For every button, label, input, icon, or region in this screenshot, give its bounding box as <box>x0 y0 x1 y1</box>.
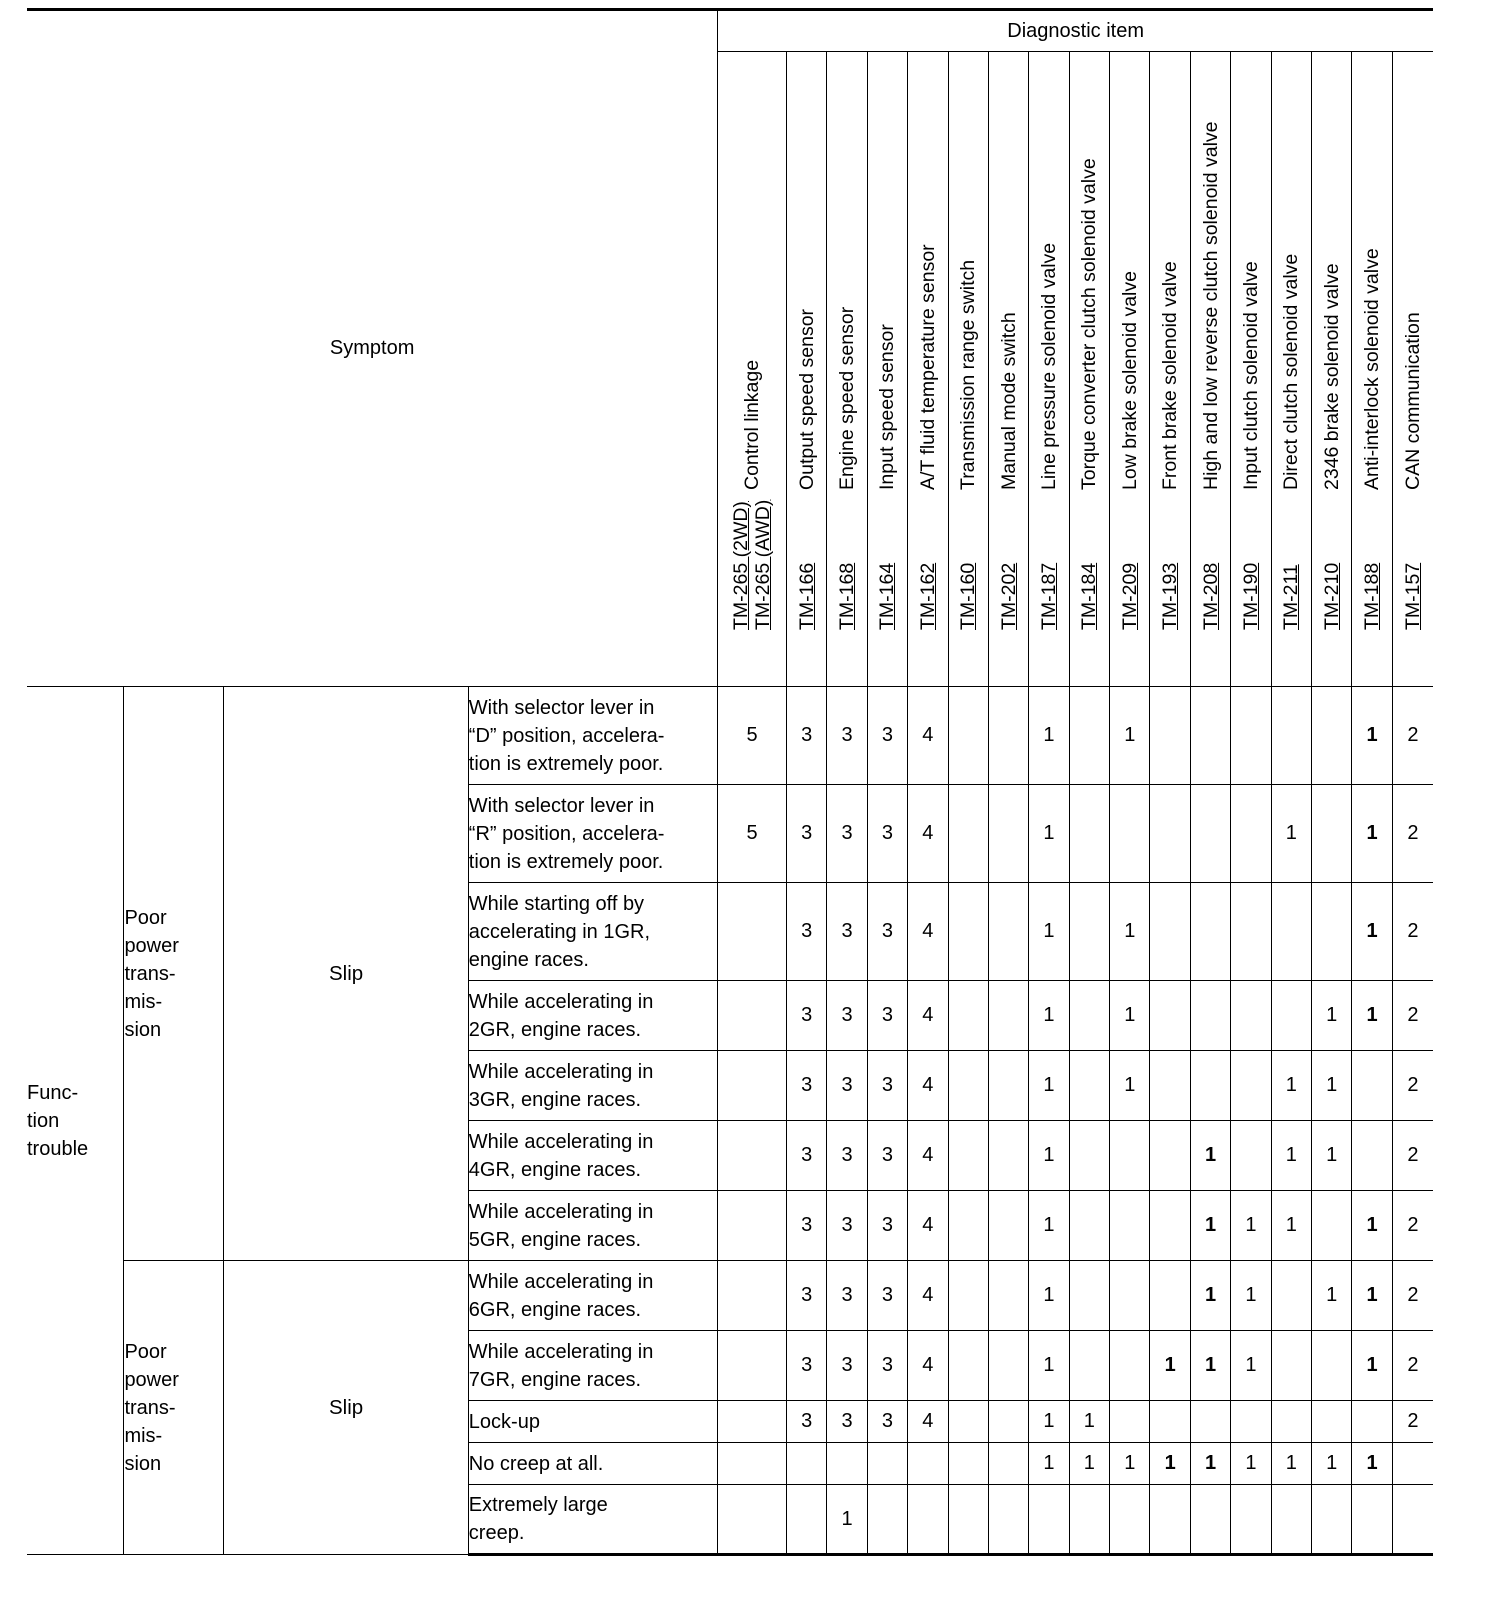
table-row <box>27 687 1433 785</box>
column-name: Front brake solenoid valve <box>1159 261 1182 490</box>
value-cell-output-speed-sensor: 3 <box>786 883 826 981</box>
value-cell-line-pressure-solenoid-valve: 1 <box>1029 1191 1069 1261</box>
value-cell-anti-interlock-solenoid-valve: 1 <box>1352 883 1392 981</box>
value-cell-control-linkage <box>718 1401 787 1443</box>
value-cell-can-communication <box>1392 1443 1433 1485</box>
symptom-description: Extremely large creep. <box>468 1485 717 1555</box>
value-cell-line-pressure-solenoid-valve: 1 <box>1029 1331 1069 1401</box>
column-name: Manual mode switch <box>997 312 1020 490</box>
value-cell-engine-speed-sensor: 3 <box>827 687 867 785</box>
value-cell-a-t-fluid-temperature-sensor: 4 <box>908 1121 948 1191</box>
value-cell-a-t-fluid-temperature-sensor: 4 <box>908 1051 948 1121</box>
value-cell-direct-clutch-solenoid-valve <box>1271 1401 1311 1443</box>
reference-link[interactable]: TM-193 <box>1159 562 1182 630</box>
value-cell-anti-interlock-solenoid-valve: 1 <box>1352 981 1392 1051</box>
value-cell-transmission-range-switch <box>948 1331 988 1401</box>
value-cell-front-brake-solenoid-valve <box>1150 883 1190 981</box>
reference-link[interactable]: TM-187 <box>1037 562 1060 630</box>
value-cell-manual-mode-switch <box>988 1121 1028 1191</box>
value-cell-control-linkage: 5 <box>718 687 787 785</box>
value-cell-direct-clutch-solenoid-valve <box>1271 1485 1311 1555</box>
value-cell-output-speed-sensor: 3 <box>786 687 826 785</box>
value-cell-input-clutch-solenoid-valve: 1 <box>1231 1443 1271 1485</box>
value-cell-a-t-fluid-temperature-sensor: 4 <box>908 687 948 785</box>
value-cell-input-clutch-solenoid-valve <box>1231 981 1271 1051</box>
value-cell-input-speed-sensor: 3 <box>867 1121 907 1191</box>
reference-link[interactable]: TM-168 <box>836 562 859 630</box>
reference-link[interactable]: TM-184 <box>1078 562 1101 630</box>
value-cell-high-and-low-reverse-clutch-solenoid-valve: 1 <box>1190 1261 1230 1331</box>
group-poor-power-transmission: Poor power trans- mis- sion <box>124 687 224 1261</box>
value-cell-anti-interlock-solenoid-valve: 1 <box>1352 785 1392 883</box>
column-name: High and low reverse clutch solenoid valve <box>1199 121 1222 490</box>
value-cell-can-communication: 2 <box>1392 1121 1433 1191</box>
value-cell-a-t-fluid-temperature-sensor: 4 <box>908 1191 948 1261</box>
column-header-low-brake-solenoid-valve <box>1110 52 1150 687</box>
column-name: Low brake solenoid valve <box>1118 271 1141 490</box>
value-cell-transmission-range-switch <box>948 1191 988 1261</box>
column-name: Input clutch solenoid valve <box>1239 261 1262 490</box>
symptom-description: While starting off by accelerating in 1GR, engine races. <box>468 883 717 981</box>
value-cell-output-speed-sensor: 3 <box>786 1261 826 1331</box>
value-cell-transmission-range-switch <box>948 981 988 1051</box>
column-header-output-speed-sensor <box>786 52 826 687</box>
value-cell-high-and-low-reverse-clutch-solenoid-valve <box>1190 1051 1230 1121</box>
value-cell-2346-brake-solenoid-valve <box>1312 1485 1352 1555</box>
symptom-diagnostic-table <box>27 8 1433 1556</box>
value-cell-front-brake-solenoid-valve <box>1150 1485 1190 1555</box>
value-cell-input-speed-sensor: 3 <box>867 785 907 883</box>
reference-link[interactable]: TM-265 (2WD) <box>730 501 753 630</box>
value-cell-engine-speed-sensor: 3 <box>827 883 867 981</box>
value-cell-torque-converter-clutch-solenoid-valve: 1 <box>1069 1443 1109 1485</box>
symptom-description: While accelerating in 5GR, engine races. <box>468 1191 717 1261</box>
value-cell-anti-interlock-solenoid-valve <box>1352 1485 1392 1555</box>
symptom-description: While accelerating in 2GR, engine races. <box>468 981 717 1051</box>
value-cell-low-brake-solenoid-valve <box>1110 1485 1150 1555</box>
value-cell-engine-speed-sensor: 3 <box>827 1191 867 1261</box>
value-cell-can-communication: 2 <box>1392 883 1433 981</box>
value-cell-low-brake-solenoid-valve <box>1110 1401 1150 1443</box>
value-cell-torque-converter-clutch-solenoid-valve <box>1069 1261 1109 1331</box>
value-cell-output-speed-sensor <box>786 1485 826 1555</box>
value-cell-transmission-range-switch <box>948 883 988 981</box>
value-cell-torque-converter-clutch-solenoid-valve <box>1069 1331 1109 1401</box>
value-cell-low-brake-solenoid-valve: 1 <box>1110 687 1150 785</box>
column-name: Line pressure solenoid valve <box>1037 242 1060 490</box>
value-cell-torque-converter-clutch-solenoid-valve <box>1069 785 1109 883</box>
value-cell-high-and-low-reverse-clutch-solenoid-valve: 1 <box>1190 1121 1230 1191</box>
column-header-input-clutch-solenoid-valve <box>1231 52 1271 687</box>
value-cell-low-brake-solenoid-valve: 1 <box>1110 981 1150 1051</box>
value-cell-output-speed-sensor: 3 <box>786 785 826 883</box>
column-name: Control linkage <box>741 359 764 490</box>
value-cell-engine-speed-sensor: 3 <box>827 1121 867 1191</box>
value-cell-line-pressure-solenoid-valve: 1 <box>1029 883 1069 981</box>
value-cell-2346-brake-solenoid-valve <box>1312 883 1352 981</box>
value-cell-transmission-range-switch <box>948 1485 988 1555</box>
value-cell-line-pressure-solenoid-valve: 1 <box>1029 1443 1069 1485</box>
value-cell-can-communication: 2 <box>1392 1261 1433 1331</box>
column-header-torque-converter-clutch-solenoid-valve <box>1069 52 1109 687</box>
value-cell-direct-clutch-solenoid-valve <box>1271 883 1311 981</box>
value-cell-input-speed-sensor <box>867 1485 907 1555</box>
value-cell-line-pressure-solenoid-valve <box>1029 1485 1069 1555</box>
value-cell-line-pressure-solenoid-valve: 1 <box>1029 687 1069 785</box>
value-cell-input-clutch-solenoid-valve <box>1231 1401 1271 1443</box>
value-cell-line-pressure-solenoid-valve: 1 <box>1029 1261 1069 1331</box>
value-cell-manual-mode-switch <box>988 981 1028 1051</box>
value-cell-can-communication <box>1392 1485 1433 1555</box>
value-cell-high-and-low-reverse-clutch-solenoid-valve <box>1190 785 1230 883</box>
value-cell-front-brake-solenoid-valve <box>1150 1191 1190 1261</box>
value-cell-anti-interlock-solenoid-valve: 1 <box>1352 687 1392 785</box>
value-cell-high-and-low-reverse-clutch-solenoid-valve <box>1190 1485 1230 1555</box>
symptom-description: No creep at all. <box>468 1443 717 1485</box>
column-header-a-t-fluid-temperature-sensor <box>908 52 948 687</box>
value-cell-torque-converter-clutch-solenoid-valve <box>1069 981 1109 1051</box>
value-cell-direct-clutch-solenoid-valve <box>1271 981 1311 1051</box>
symptom-description: While accelerating in 3GR, engine races. <box>468 1051 717 1121</box>
value-cell-2346-brake-solenoid-valve: 1 <box>1312 1443 1352 1485</box>
value-cell-front-brake-solenoid-valve <box>1150 785 1190 883</box>
value-cell-anti-interlock-solenoid-valve: 1 <box>1352 1261 1392 1331</box>
value-cell-transmission-range-switch <box>948 1051 988 1121</box>
value-cell-input-speed-sensor: 3 <box>867 981 907 1051</box>
column-name: Output speed sensor <box>795 308 818 490</box>
value-cell-transmission-range-switch <box>948 1261 988 1331</box>
value-cell-a-t-fluid-temperature-sensor: 4 <box>908 785 948 883</box>
group-function-trouble: Func- tion trouble <box>27 687 124 1555</box>
value-cell-2346-brake-solenoid-valve: 1 <box>1312 1121 1352 1191</box>
value-cell-control-linkage <box>718 883 787 981</box>
reference-link[interactable]: TM-210 <box>1320 562 1343 630</box>
value-cell-control-linkage <box>718 1443 787 1485</box>
value-cell-engine-speed-sensor: 3 <box>827 1331 867 1401</box>
value-cell-high-and-low-reverse-clutch-solenoid-valve: 1 <box>1190 1331 1230 1401</box>
column-name: Engine speed sensor <box>836 306 859 490</box>
value-cell-a-t-fluid-temperature-sensor: 4 <box>908 981 948 1051</box>
reference-link[interactable]: TM-190 <box>1239 562 1262 630</box>
reference-link[interactable]: TM-265 (AWD) <box>752 499 775 630</box>
value-cell-output-speed-sensor <box>786 1443 826 1485</box>
value-cell-high-and-low-reverse-clutch-solenoid-valve <box>1190 687 1230 785</box>
value-cell-control-linkage <box>718 1261 787 1331</box>
value-cell-front-brake-solenoid-valve <box>1150 1051 1190 1121</box>
value-cell-transmission-range-switch <box>948 687 988 785</box>
value-cell-direct-clutch-solenoid-valve: 1 <box>1271 785 1311 883</box>
value-cell-input-clutch-solenoid-valve <box>1231 687 1271 785</box>
value-cell-output-speed-sensor: 3 <box>786 1401 826 1443</box>
value-cell-low-brake-solenoid-valve <box>1110 1261 1150 1331</box>
value-cell-control-linkage <box>718 1331 787 1401</box>
value-cell-transmission-range-switch <box>948 1401 988 1443</box>
value-cell-engine-speed-sensor: 3 <box>827 981 867 1051</box>
value-cell-control-linkage <box>718 981 787 1051</box>
column-header-engine-speed-sensor <box>827 52 867 687</box>
column-name: Anti-interlock solenoid valve <box>1361 248 1384 490</box>
symptom-description: While accelerating in 6GR, engine races. <box>468 1261 717 1331</box>
value-cell-torque-converter-clutch-solenoid-valve <box>1069 1191 1109 1261</box>
value-cell-input-speed-sensor: 3 <box>867 1401 907 1443</box>
reference-link[interactable]: TM-188 <box>1361 562 1384 630</box>
symptom-header: Symptom <box>27 10 718 687</box>
column-name: Input speed sensor <box>876 324 899 490</box>
value-cell-direct-clutch-solenoid-valve: 1 <box>1271 1051 1311 1121</box>
group-slip: Slip <box>224 687 468 1261</box>
value-cell-anti-interlock-solenoid-valve: 1 <box>1352 1191 1392 1261</box>
symptom-description: With selector lever in “R” position, accelera- tion is extremely poor. <box>468 785 717 883</box>
column-header-input-speed-sensor <box>867 52 907 687</box>
value-cell-torque-converter-clutch-solenoid-valve <box>1069 883 1109 981</box>
column-header-front-brake-solenoid-valve <box>1150 52 1190 687</box>
value-cell-transmission-range-switch <box>948 1121 988 1191</box>
value-cell-can-communication: 2 <box>1392 1051 1433 1121</box>
column-header-manual-mode-switch <box>988 52 1028 687</box>
diagnostic-table-container <box>27 8 1433 1556</box>
value-cell-output-speed-sensor: 3 <box>786 1121 826 1191</box>
value-cell-control-linkage <box>718 1121 787 1191</box>
value-cell-engine-speed-sensor <box>827 1443 867 1485</box>
symptom-description: While accelerating in 4GR, engine races. <box>468 1121 717 1191</box>
reference-link[interactable]: TM-209 <box>1118 562 1141 630</box>
value-cell-manual-mode-switch <box>988 1443 1028 1485</box>
value-cell-front-brake-solenoid-valve <box>1150 687 1190 785</box>
column-header-line-pressure-solenoid-valve <box>1029 52 1069 687</box>
value-cell-engine-speed-sensor: 3 <box>827 1051 867 1121</box>
value-cell-can-communication: 2 <box>1392 1191 1433 1261</box>
reference-link[interactable]: TM-211 <box>1280 564 1303 630</box>
reference-link[interactable]: TM-202 <box>997 562 1020 630</box>
value-cell-2346-brake-solenoid-valve <box>1312 1401 1352 1443</box>
reference-link[interactable]: TM-166 <box>795 562 818 630</box>
value-cell-2346-brake-solenoid-valve <box>1312 1191 1352 1261</box>
value-cell-input-speed-sensor: 3 <box>867 883 907 981</box>
value-cell-2346-brake-solenoid-valve <box>1312 1331 1352 1401</box>
column-header-control-linkage <box>718 52 787 687</box>
value-cell-control-linkage <box>718 1485 787 1555</box>
value-cell-output-speed-sensor: 3 <box>786 981 826 1051</box>
column-name: 2346 brake solenoid valve <box>1320 263 1343 490</box>
symptom-description: While accelerating in 7GR, engine races. <box>468 1331 717 1401</box>
value-cell-front-brake-solenoid-valve: 1 <box>1150 1443 1190 1485</box>
value-cell-manual-mode-switch <box>988 883 1028 981</box>
value-cell-low-brake-solenoid-valve <box>1110 1331 1150 1401</box>
value-cell-engine-speed-sensor: 3 <box>827 785 867 883</box>
value-cell-direct-clutch-solenoid-valve <box>1271 687 1311 785</box>
value-cell-high-and-low-reverse-clutch-solenoid-valve: 1 <box>1190 1443 1230 1485</box>
value-cell-line-pressure-solenoid-valve: 1 <box>1029 981 1069 1051</box>
value-cell-torque-converter-clutch-solenoid-valve: 1 <box>1069 1401 1109 1443</box>
column-name: Direct clutch solenoid valve <box>1280 253 1303 490</box>
value-cell-direct-clutch-solenoid-valve <box>1271 1261 1311 1331</box>
value-cell-manual-mode-switch <box>988 687 1028 785</box>
column-name: A/T fluid temperature sensor <box>916 244 939 490</box>
reference-link[interactable]: TM-160 <box>957 562 980 630</box>
value-cell-low-brake-solenoid-valve <box>1110 785 1150 883</box>
symptom-description: With selector lever in “D” position, accelera- tion is extremely poor. <box>468 687 717 785</box>
value-cell-input-speed-sensor <box>867 1443 907 1485</box>
value-cell-a-t-fluid-temperature-sensor: 4 <box>908 1261 948 1331</box>
value-cell-control-linkage <box>718 1051 787 1121</box>
column-name: CAN communication <box>1401 312 1424 490</box>
value-cell-manual-mode-switch <box>988 785 1028 883</box>
value-cell-high-and-low-reverse-clutch-solenoid-valve <box>1190 981 1230 1051</box>
value-cell-input-clutch-solenoid-valve: 1 <box>1231 1191 1271 1261</box>
value-cell-manual-mode-switch <box>988 1331 1028 1401</box>
value-cell-a-t-fluid-temperature-sensor: 4 <box>908 1331 948 1401</box>
value-cell-2346-brake-solenoid-valve <box>1312 687 1352 785</box>
value-cell-transmission-range-switch <box>948 1443 988 1485</box>
value-cell-high-and-low-reverse-clutch-solenoid-valve <box>1190 1401 1230 1443</box>
value-cell-manual-mode-switch <box>988 1051 1028 1121</box>
value-cell-high-and-low-reverse-clutch-solenoid-valve: 1 <box>1190 1191 1230 1261</box>
value-cell-line-pressure-solenoid-valve: 1 <box>1029 1401 1069 1443</box>
column-header-transmission-range-switch <box>948 52 988 687</box>
value-cell-torque-converter-clutch-solenoid-valve <box>1069 1121 1109 1191</box>
value-cell-direct-clutch-solenoid-valve <box>1271 1331 1311 1401</box>
value-cell-front-brake-solenoid-valve <box>1150 1121 1190 1191</box>
value-cell-line-pressure-solenoid-valve: 1 <box>1029 1121 1069 1191</box>
value-cell-2346-brake-solenoid-valve: 1 <box>1312 1261 1352 1331</box>
value-cell-can-communication: 2 <box>1392 785 1433 883</box>
value-cell-input-speed-sensor: 3 <box>867 1331 907 1401</box>
value-cell-can-communication: 2 <box>1392 1401 1433 1443</box>
value-cell-input-clutch-solenoid-valve <box>1231 785 1271 883</box>
group-slip: Slip <box>224 1261 468 1555</box>
group-poor-power-transmission: Poor power trans- mis- sion <box>124 1261 224 1555</box>
value-cell-2346-brake-solenoid-valve: 1 <box>1312 981 1352 1051</box>
column-header-can-communication <box>1392 52 1433 687</box>
value-cell-2346-brake-solenoid-valve: 1 <box>1312 1051 1352 1121</box>
value-cell-input-clutch-solenoid-valve <box>1231 883 1271 981</box>
reference-link[interactable]: TM-208 <box>1199 562 1222 630</box>
value-cell-output-speed-sensor: 3 <box>786 1051 826 1121</box>
table-row <box>27 1261 1433 1331</box>
column-header-direct-clutch-solenoid-valve <box>1271 52 1311 687</box>
value-cell-input-speed-sensor: 3 <box>867 1191 907 1261</box>
value-cell-line-pressure-solenoid-valve: 1 <box>1029 785 1069 883</box>
value-cell-manual-mode-switch <box>988 1261 1028 1331</box>
value-cell-can-communication: 2 <box>1392 981 1433 1051</box>
value-cell-engine-speed-sensor: 1 <box>827 1485 867 1555</box>
value-cell-low-brake-solenoid-valve: 1 <box>1110 1051 1150 1121</box>
value-cell-direct-clutch-solenoid-valve: 1 <box>1271 1191 1311 1261</box>
value-cell-manual-mode-switch <box>988 1485 1028 1555</box>
value-cell-transmission-range-switch <box>948 785 988 883</box>
value-cell-front-brake-solenoid-valve <box>1150 981 1190 1051</box>
column-header-anti-interlock-solenoid-valve <box>1352 52 1392 687</box>
value-cell-torque-converter-clutch-solenoid-valve <box>1069 1051 1109 1121</box>
value-cell-input-speed-sensor: 3 <box>867 1261 907 1331</box>
value-cell-anti-interlock-solenoid-valve <box>1352 1401 1392 1443</box>
value-cell-anti-interlock-solenoid-valve <box>1352 1051 1392 1121</box>
value-cell-input-clutch-solenoid-valve <box>1231 1485 1271 1555</box>
value-cell-anti-interlock-solenoid-valve: 1 <box>1352 1331 1392 1401</box>
value-cell-direct-clutch-solenoid-valve: 1 <box>1271 1443 1311 1485</box>
value-cell-input-clutch-solenoid-valve <box>1231 1051 1271 1121</box>
column-name: Transmission range switch <box>957 259 980 490</box>
value-cell-torque-converter-clutch-solenoid-valve <box>1069 1485 1109 1555</box>
value-cell-low-brake-solenoid-valve <box>1110 1121 1150 1191</box>
value-cell-anti-interlock-solenoid-valve: 1 <box>1352 1443 1392 1485</box>
value-cell-can-communication: 2 <box>1392 687 1433 785</box>
value-cell-front-brake-solenoid-valve <box>1150 1261 1190 1331</box>
reference-link[interactable]: TM-162 <box>916 562 939 630</box>
value-cell-input-speed-sensor: 3 <box>867 1051 907 1121</box>
column-header-high-and-low-reverse-clutch-solenoid-valve <box>1190 52 1230 687</box>
value-cell-output-speed-sensor: 3 <box>786 1331 826 1401</box>
column-header-2346-brake-solenoid-valve <box>1312 52 1352 687</box>
value-cell-input-clutch-solenoid-valve: 1 <box>1231 1331 1271 1401</box>
value-cell-engine-speed-sensor: 3 <box>827 1401 867 1443</box>
value-cell-manual-mode-switch <box>988 1191 1028 1261</box>
value-cell-high-and-low-reverse-clutch-solenoid-valve <box>1190 883 1230 981</box>
value-cell-front-brake-solenoid-valve: 1 <box>1150 1331 1190 1401</box>
value-cell-output-speed-sensor: 3 <box>786 1191 826 1261</box>
value-cell-2346-brake-solenoid-valve <box>1312 785 1352 883</box>
value-cell-low-brake-solenoid-valve <box>1110 1191 1150 1261</box>
column-name: Torque converter clutch solenoid valve <box>1078 158 1101 490</box>
value-cell-input-clutch-solenoid-valve <box>1231 1121 1271 1191</box>
reference-link[interactable]: TM-157 <box>1401 562 1424 630</box>
value-cell-low-brake-solenoid-valve: 1 <box>1110 1443 1150 1485</box>
value-cell-control-linkage <box>718 1191 787 1261</box>
value-cell-torque-converter-clutch-solenoid-valve <box>1069 687 1109 785</box>
value-cell-input-speed-sensor: 3 <box>867 687 907 785</box>
value-cell-manual-mode-switch <box>988 1401 1028 1443</box>
symptom-description: Lock-up <box>468 1401 717 1443</box>
value-cell-a-t-fluid-temperature-sensor <box>908 1485 948 1555</box>
reference-link[interactable]: TM-164 <box>876 562 899 630</box>
value-cell-anti-interlock-solenoid-valve <box>1352 1121 1392 1191</box>
value-cell-control-linkage: 5 <box>718 785 787 883</box>
diagnostic-item-header: Diagnostic item <box>718 10 1433 52</box>
value-cell-can-communication: 2 <box>1392 1331 1433 1401</box>
value-cell-direct-clutch-solenoid-valve: 1 <box>1271 1121 1311 1191</box>
value-cell-low-brake-solenoid-valve: 1 <box>1110 883 1150 981</box>
value-cell-front-brake-solenoid-valve <box>1150 1401 1190 1443</box>
value-cell-line-pressure-solenoid-valve: 1 <box>1029 1051 1069 1121</box>
value-cell-a-t-fluid-temperature-sensor: 4 <box>908 883 948 981</box>
value-cell-input-clutch-solenoid-valve: 1 <box>1231 1261 1271 1331</box>
value-cell-a-t-fluid-temperature-sensor <box>908 1443 948 1485</box>
value-cell-a-t-fluid-temperature-sensor: 4 <box>908 1401 948 1443</box>
value-cell-engine-speed-sensor: 3 <box>827 1261 867 1331</box>
